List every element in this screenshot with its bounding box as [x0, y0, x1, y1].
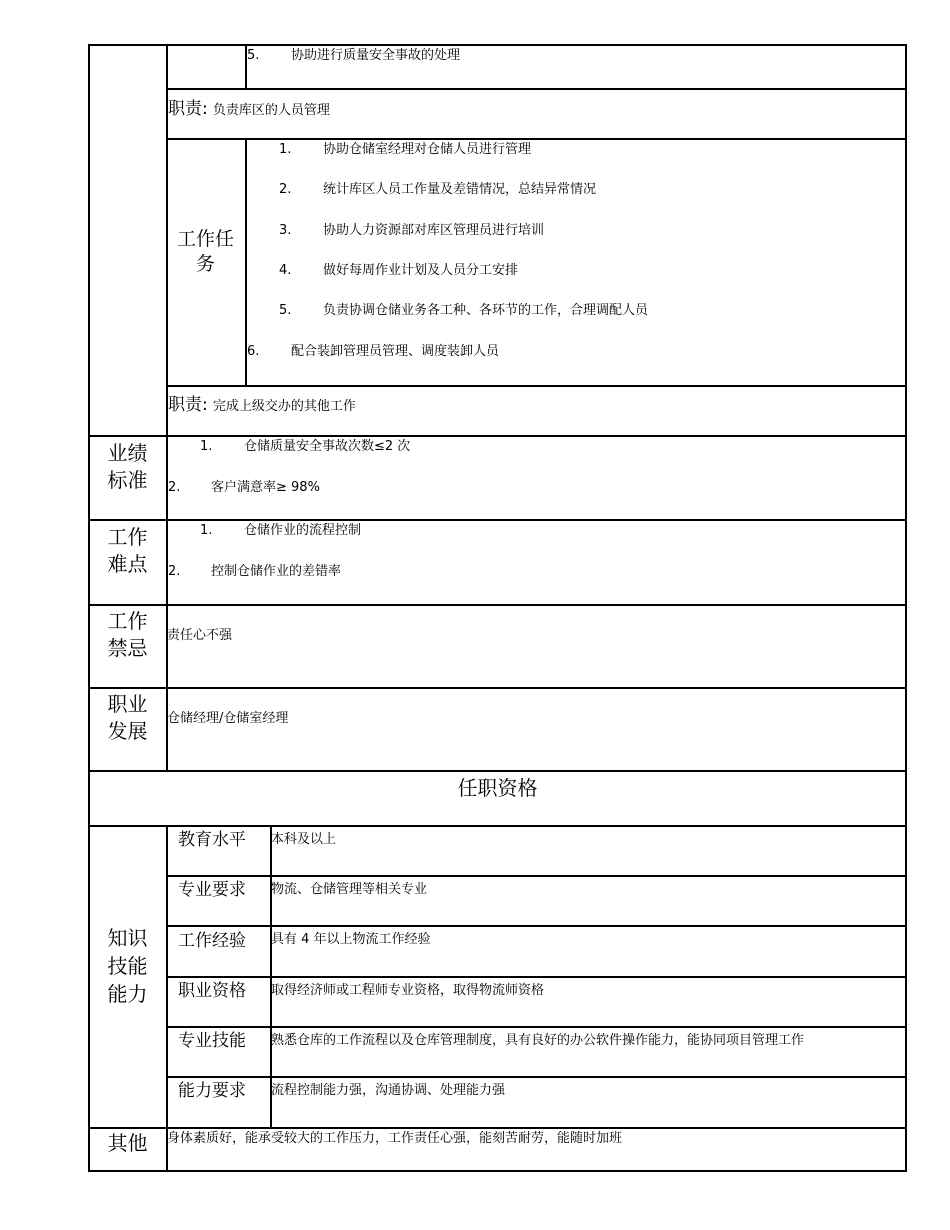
row-divider: [166, 875, 907, 877]
task-item: 5. 协助进行质量安全事故的处理: [247, 48, 461, 63]
row-divider: [166, 138, 907, 140]
qualification-row-value: 物流、仓储管理等相关专业: [271, 882, 428, 897]
qualification-row-value: 本科及以上: [271, 832, 337, 847]
task-label: 工作任 务: [176, 228, 234, 275]
performance-item: 2. 客户满意率≥ 98%: [168, 480, 320, 495]
row-divider: [88, 435, 907, 437]
career-text: 仓储经理/仓储室经理: [167, 711, 289, 726]
difficulty-label: 工作 难点: [107, 525, 148, 576]
duty-row: [168, 390, 356, 415]
duty-text: 负责库区的人员管理: [212, 103, 330, 118]
qualification-row-label: 能力要求: [178, 1081, 246, 1101]
row-divider: [88, 1127, 907, 1129]
career-label: 职业 发展: [107, 692, 148, 743]
qualification-row-value: 具有 4 年以上物流工作经验: [271, 932, 431, 947]
knowledge-skills-label: 知识 技能 能力: [107, 926, 148, 1006]
task-item: 6. 配合装卸管理员管理、调度装卸人员: [247, 344, 500, 359]
taboo-label: 工作 禁忌: [107, 609, 148, 660]
performance-item: 1. 仓储质量安全事故次数≤2 次: [200, 439, 411, 454]
qualification-row-value: 取得经济师或工程师专业资格，取得物流师资格: [271, 983, 545, 998]
other-label: 其他: [107, 1131, 148, 1155]
row-divider: [166, 1026, 907, 1028]
task-item: 4. 做好每周作业计划及人员分工安排: [279, 263, 519, 278]
row-divider: [88, 604, 907, 606]
difficulty-item: 1. 仓储作业的流程控制: [200, 523, 362, 538]
duty-label: 职责:: [168, 99, 208, 119]
qualification-row-label: 专业要求: [178, 880, 246, 900]
row-divider: [166, 925, 907, 927]
duty-label: 职责:: [168, 395, 208, 415]
taboo-text: 责任心不强: [167, 628, 233, 643]
qualification-title: 任职资格: [457, 776, 538, 800]
row-divider: [88, 687, 907, 689]
qualification-row-label: 工作经验: [178, 931, 246, 951]
performance-label: 业绩 标准: [107, 441, 148, 492]
table-border-bottom: [88, 1170, 907, 1172]
row-divider: [166, 88, 907, 90]
duty-row: [168, 94, 330, 119]
qualification-row-label: 教育水平: [178, 830, 246, 850]
difficulty-item: 2. 控制仓储作业的差错率: [168, 564, 342, 579]
qualification-row-label: 职业资格: [178, 981, 246, 1001]
task-item: 1. 协助仓储室经理对仓储人员进行管理: [279, 142, 532, 157]
row-divider: [166, 385, 907, 387]
other-text: 身体素质好，能承受较大的工作压力，工作责任心强，能刻苦耐劳，能随时加班: [167, 1131, 623, 1146]
table-border-right: [905, 44, 907, 1171]
qualification-row-value: 熟悉仓库的工作流程以及仓库管理制度，具有良好的办公软件操作能力，能协同项目管理工作: [271, 1033, 805, 1048]
row-divider: [166, 976, 907, 978]
table-border-top: [88, 44, 907, 46]
qualification-row-label: 专业技能: [178, 1031, 246, 1051]
qualification-row-value: 流程控制能力强，沟通协调、处理能力强: [271, 1083, 506, 1098]
task-item: 3. 协助人力资源部对库区管理员进行培训: [279, 223, 545, 238]
row-divider: [88, 519, 907, 521]
row-divider: [88, 770, 907, 772]
row-divider: [88, 825, 907, 827]
row-divider: [166, 1076, 907, 1078]
task-item: 2. 统计库区人员工作量及差错情况，总结异常情况: [279, 182, 597, 197]
task-item: 5. 负责协调仓储业务各工种、各环节的工作，合理调配人员: [279, 303, 649, 318]
duty-text: 完成上级交办的其他工作: [212, 399, 356, 414]
